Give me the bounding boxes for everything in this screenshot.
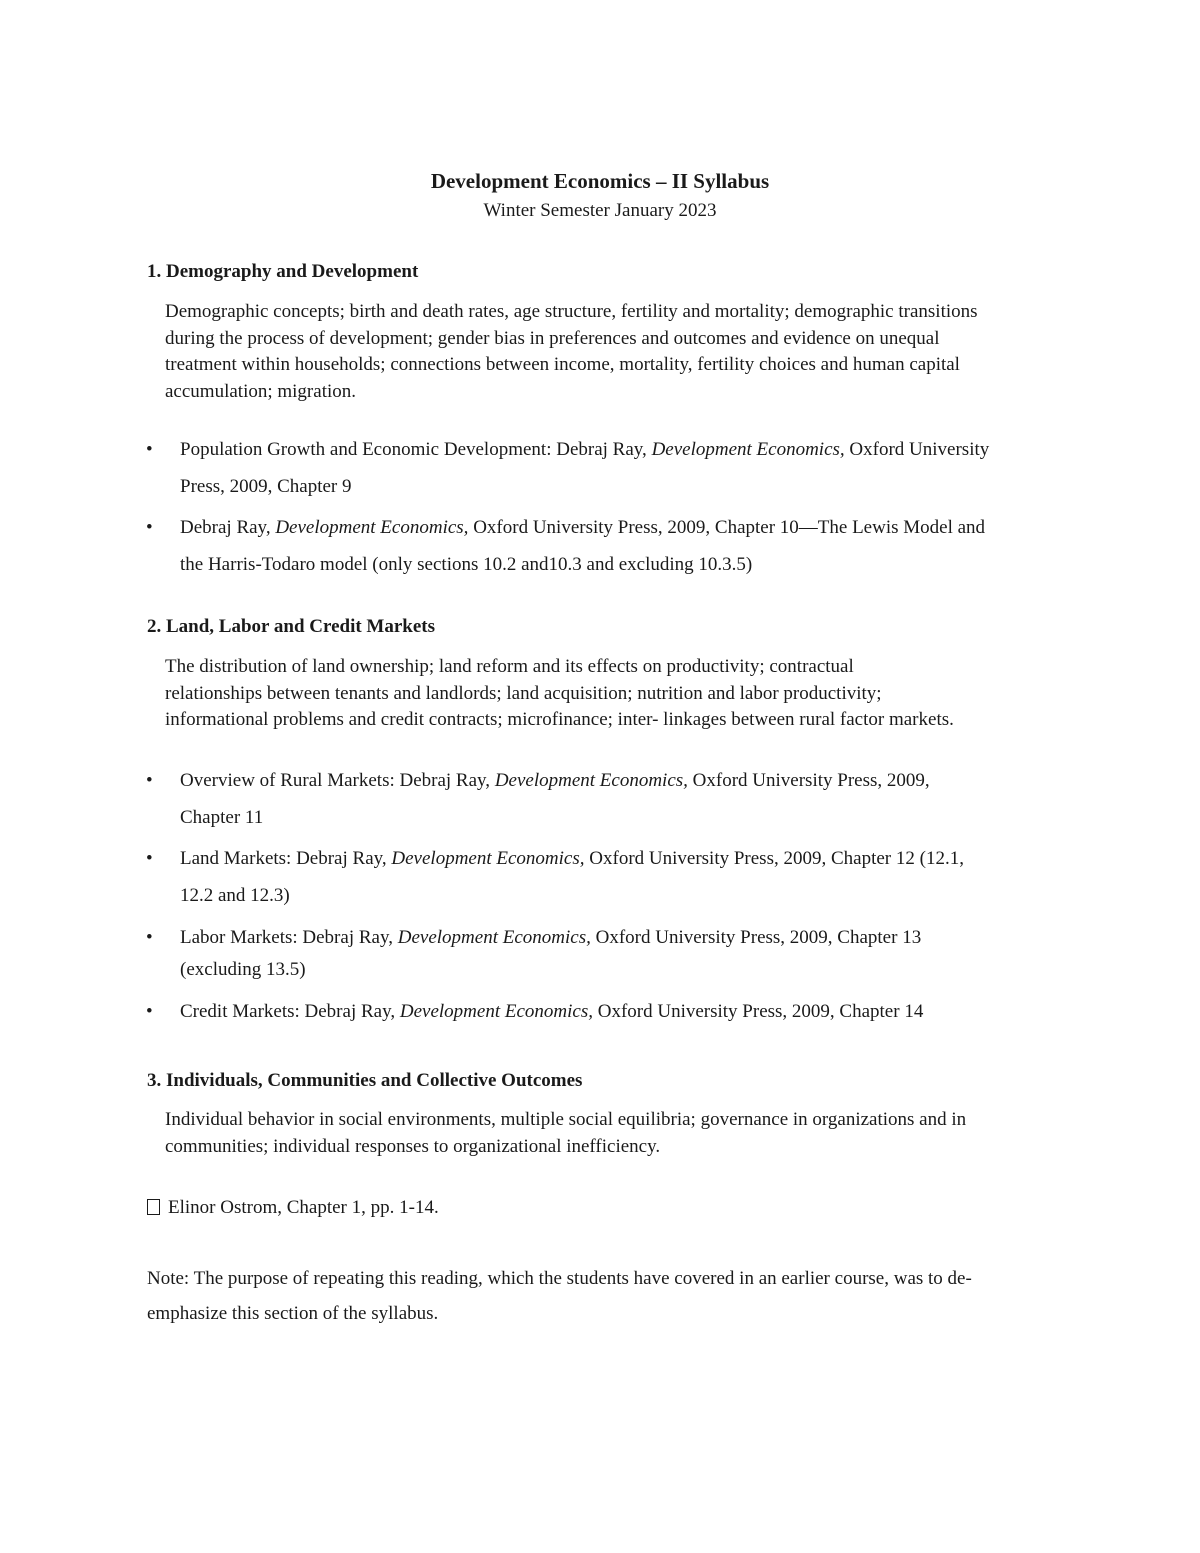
bullet-line: (excluding 13.5): [180, 959, 306, 980]
paragraph-line: accumulation; migration.: [165, 380, 357, 402]
paragraph-line: The distribution of land ownership; land reform and its effects on productivity; contractual: [165, 656, 854, 677]
bullet-line: Chapter 11: [180, 807, 264, 828]
section-paragraph-demography: [165, 299, 1085, 405]
paragraph-line: Individual behavior in social environments, multiple social equilibria; governance in organizations and in: [165, 1109, 967, 1130]
bullet-icon: •: [146, 1001, 153, 1022]
paragraph-line: treatment within households; connections between income, mortality, fertility choices and human capital: [165, 354, 960, 375]
section-heading-demography: 1. Demography and Development: [147, 261, 419, 282]
bullet-line: 12.2 and 12.3): [180, 885, 290, 906]
reading-item-ostrom: [147, 1190, 439, 1225]
bullet-line: Labor Markets: Debraj Ray, Development Economics, Oxford University Press, 2009, Chapter 13: [180, 927, 922, 948]
bullet-icon: •: [146, 770, 153, 791]
bullet-line: the Harris-Todaro model (only sections 10.2 and10.3 and excluding 10.3.5): [180, 554, 753, 575]
section-paragraph-communities: [165, 1107, 1085, 1160]
bullet-line: Credit Markets: Debraj Ray, Development Economics, Oxford University Press, 2009, Chapter 14: [180, 1001, 924, 1022]
document-subtitle: Winter Semester January 2023: [483, 200, 717, 221]
bullet-icon: •: [146, 848, 153, 869]
document-title: Development Economics – II Syllabus: [430, 169, 770, 193]
bullet-line: Population Growth and Economic Development: Debraj Ray, Development Economics, Oxford University: [180, 439, 990, 460]
bullet-line: Overview of Rural Markets: Debraj Ray, Development Economics, Oxford University Press, 2009,: [180, 770, 930, 791]
bullet-line: Debraj Ray, Development Economics, Oxford University Press, 2009, Chapter 10—The Lewis Model and: [180, 517, 986, 538]
note-paragraph: [147, 1261, 972, 1331]
bullet-line: Land Markets: Debraj Ray, Development Economics, Oxford University Press, 2009, Chapter 12 (12.1,: [180, 848, 964, 869]
bullet-icon: •: [146, 439, 153, 460]
section-heading-markets: 2. Land, Labor and Credit Markets: [147, 616, 436, 637]
paragraph-line: relationships between tenants and landlords; land acquisition; nutrition and labor productivity;: [165, 682, 882, 704]
paragraph-line: communities; individual responses to organizational inefficiency.: [165, 1135, 661, 1157]
note-line: emphasize this section of the syllabus.: [147, 1303, 439, 1324]
bullet-icon: •: [146, 927, 153, 948]
section-paragraph-markets: [165, 654, 1085, 734]
missing-glyph-box-icon: [147, 1199, 160, 1215]
bullet-line: Press, 2009, Chapter 9: [180, 476, 352, 497]
note-line: Note: The purpose of repeating this reading, which the students have covered in an earlier course, was to de-: [147, 1268, 972, 1289]
bullet-icon: •: [146, 517, 153, 538]
paragraph-line: Demographic concepts; birth and death rates, age structure, fertility and mortality; demographic transitions: [165, 301, 978, 322]
paragraph-line: during the process of development; gender bias in preferences and outcomes and evidence on unequal: [165, 327, 940, 349]
paragraph-line: informational problems and credit contracts; microfinance; inter- linkages between rural factor markets.: [165, 709, 954, 730]
reading-text: Elinor Ostrom, Chapter 1, pp. 1-14.: [168, 1197, 439, 1218]
section-heading-communities: 3. Individuals, Communities and Collective Outcomes: [147, 1070, 583, 1091]
